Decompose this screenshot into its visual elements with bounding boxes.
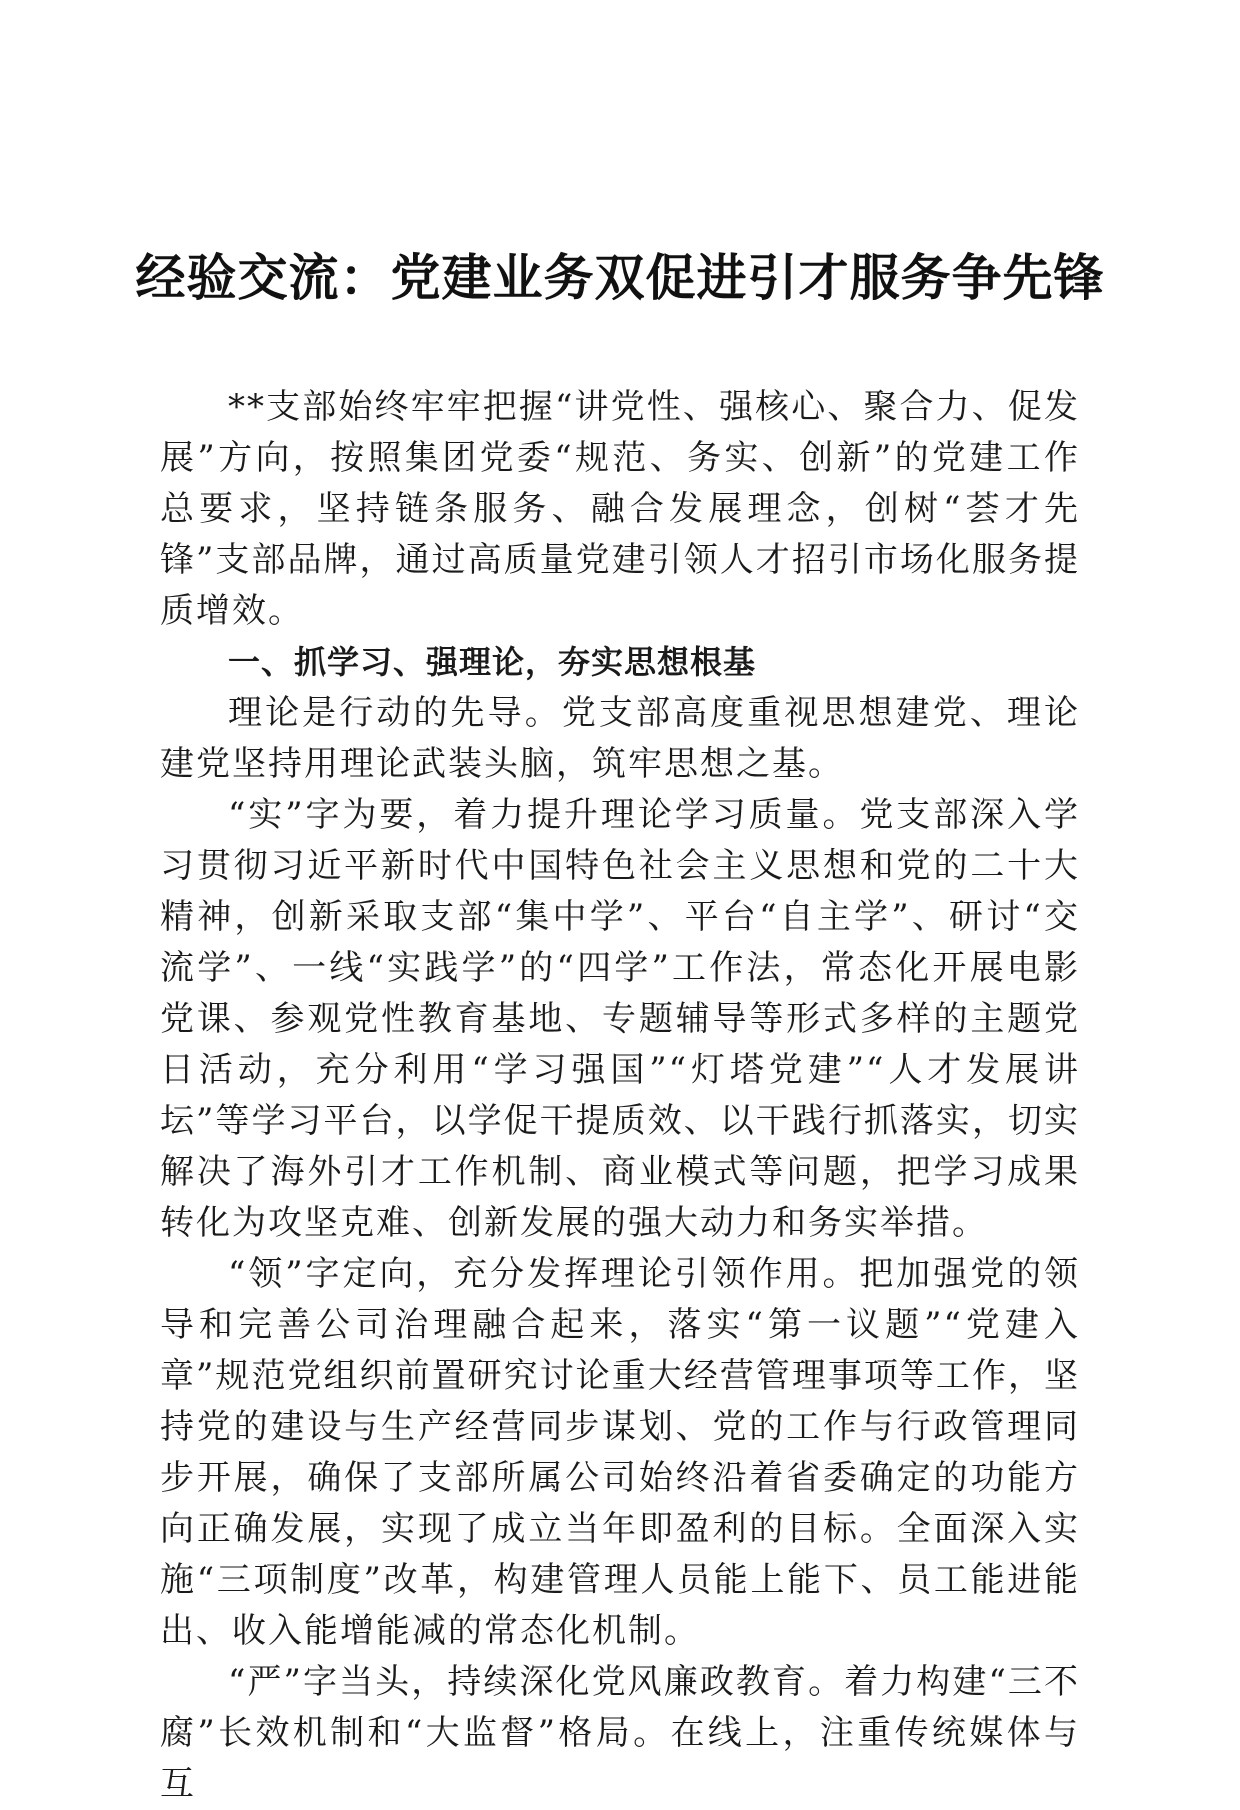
intro-paragraph: **支部始终牢牢把握“讲党性、强核心、聚合力、促发展”方向，按照集团党委“规范、务实、创新”的党建工作总要求，坚持链条服务、融合发展理念，创树“荟才先锋”支部品牌，通过高质量党建引领人才招引市场化服务提质增效。 [160, 387, 1080, 631]
document-body [160, 382, 1080, 1810]
body-paragraph: “实”字为要，着力提升理论学习质量。党支部深入学习贯彻习近平新时代中国特色社会主义思想和党的二十大精神，创新采取支部“集中学”、平台“自主学”、研讨“交流学”、一线“实践学”的“四学”工作法，常态化开展电影党课、参观党性教育基地、专题辅导等形式多样的主题党日活动，充分利用“学习强国”“灯塔党建”“人才发展讲坛”等学习平台，以学促干提质效、以干践行抓落实，切实解决了海外引才工作机制、商业模式等问题，把学习成果转化为攻坚克难、创新发展的强大动力和务实举措。 [160, 795, 1080, 1243]
body-paragraph: “领”字定向，充分发挥理论引领作用。把加强党的领导和完善公司治理融合起来，落实“第一议题”“党建入章”规范党组织前置研究讨论重大经营管理事项等工作，坚持党的建设与生产经营同步谋划、党的工作与行政管理同步开展，确保了支部所属公司始终沿着省委确定的功能方向正确发展，实现了成立当年即盈利的目标。全面深入实施“三项制度”改革，构建管理人员能上能下、员工能进能出、收入能增能减的常态化机制。 [160, 1254, 1080, 1651]
body-paragraph: “严”字当头，持续深化党风廉政教育。着力构建“三不腐”长效机制和“大监督”格局。在线上，注重传统媒体与互 [160, 1662, 1080, 1804]
document-title: 经验交流：党建业务双促进引才服务争先锋 [135, 248, 1105, 307]
section-heading-1: 一、抓学习、强理论，夯实思想根基 [228, 643, 757, 681]
body-paragraph: 理论是行动的先导。党支部高度重视思想建党、理论建党坚持用理论武装头脑，筑牢思想之基。 [160, 693, 1080, 784]
